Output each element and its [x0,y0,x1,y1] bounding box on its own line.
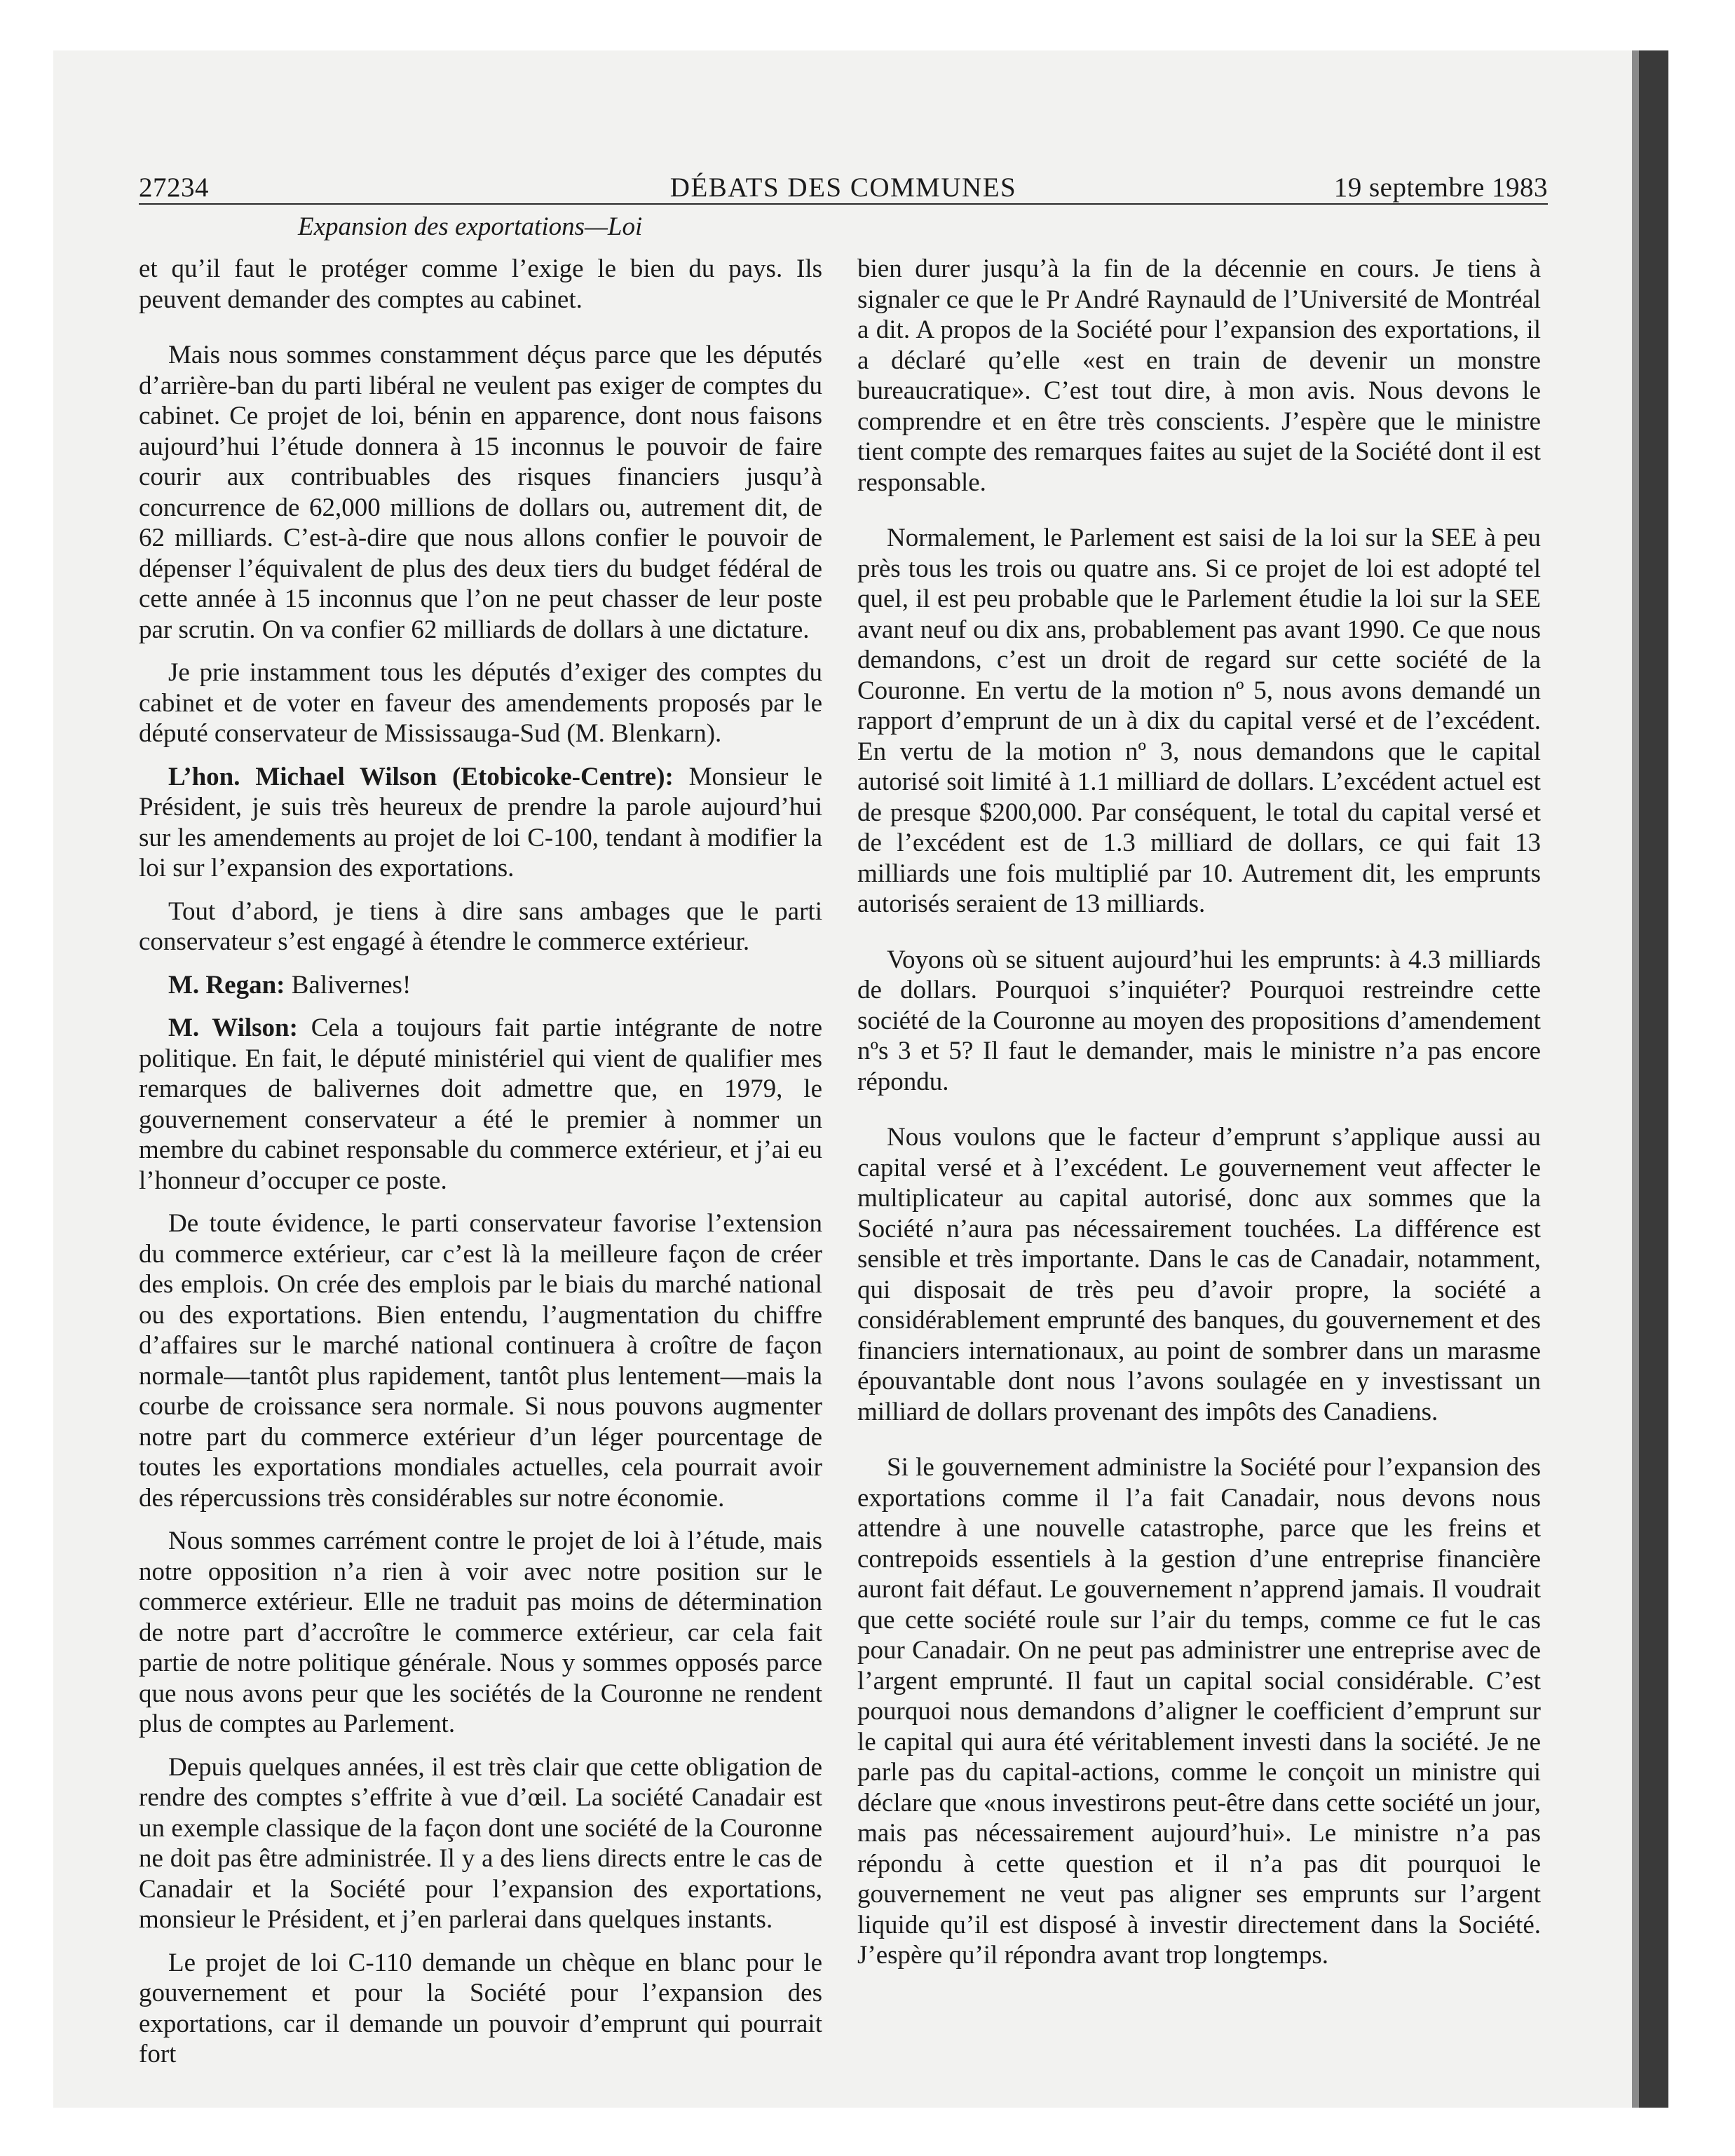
speech-paragraph: L’hon. Michael Wilson (Etobicoke-Centre): Monsieur le Président, je suis très heureux de prendre la parole aujourd’hui sur les amendements au projet de loi C-100, tendant à modifier la loi sur l’expansion des exportations. [139,762,822,882]
header-rule [139,203,1548,205]
paragraph: Depuis quelques années, il est très clair que cette obligation de rendre des comptes s’effrite à vue d’œil. La société Canadair est un exemple classique de la façon dont une société de la Couronne ne doit pas être administrée. Il y a des liens directs entre le cas de Canadair et la Société pour l’expansion des exportations, monsieur le Président, et j’en parlerai dans quelques instants. [139,1752,822,1934]
publication-title: DÉBATS DES COMMUNES [669,172,1017,203]
paragraph: Je prie instamment tous les députés d’exiger des comptes du cabinet et de voter en faveur des amendements proposés par le député conservateur de Mississauga-Sud (M. Blenkarn). [139,658,822,748]
paragraph: Voyons où se situent aujourd’hui les emprunts: à 4.3 milliards de dollars. Pourquoi s’inquiéter? Pourquoi restreindre cette société de la Couronne au moyen des propositions d’amendement nºs 3 et 5? Il faut le demander, mais le ministre n’a pas encore répondu. [857,945,1541,1096]
speaker-name: M. Wilson: [168,1014,298,1042]
paragraph: bien durer jusqu’à la fin de la décennie en cours. Je tiens à signaler ce que le Pr André Raynauld de l’Université de Montréal a dit. A propos de la Société pour l’expansion des exportations, il a déclaré qu’elle «est en train de devenir un monstre bureaucratique». C’est tout dire, à mon avis. Nous devons le comprendre et en être très conscients. J’espère que le ministre tient compte des remarques faites au sujet de la Société dont il est responsable. [857,254,1541,497]
left-column [139,254,822,2070]
paragraph: De toute évidence, le parti conservateur favorise l’extension du commerce extérieur, car c’est là la meilleure façon de créer des emplois. On crée des emplois par le biais du marché national ou des exportations. Bien entendu, l’augmentation du chiffre d’affaires sur le marché national continuera à croître de façon normale—tantôt plus rapidement, tantôt plus lentement—mais la courbe de croissance sera normale. Si nous pouvons augmenter notre part du commerce extérieur d’un léger pourcentage de toutes les exportations mondiales actuelles, cela pourrait avoir des répercussions très considérables sur notre économie. [139,1209,822,1513]
binding-edge [1632,50,1639,2108]
page-header [139,165,1548,207]
speech-paragraph: M. Regan: Balivernes! [168,970,411,999]
paragraph: Si le gouvernement administre la Société pour l’expansion des exportations comme il l’a fait Canadair, nous devons nous attendre à une nouvelle catastrophe, parce que les freins et contrepoids essentiels à la gestion d’une entreprise financière auront fait défaut. Le gouvernement n’apprend jamais. Il voudrait que cette société roule sur l’air du temps, comme ce fut le cas pour Canadair. On ne peut pas administrer une entreprise avec de l’argent emprunté. Il faut un capital social considérable. C’est pourquoi nous demandons d’aligner le coefficient d’emprunt sur le capital qui aura été véritablement investi dans la société. Je ne parle pas du capital-actions, comme le conçoit un ministre qui déclare que «nous investirons peut-être dans cette société un jour, mais pas nécessairement aujourd’hui». Le ministre n’a pas répondu à cette question et il n’a pas dit pourquoi le gouvernement ne veut pas aligner ses emprunts sur l’argent liquide qu’il est disposé à investir directement dans la Société. J’espère qu’il répondra avant trop longtemps. [857,1453,1541,1970]
paragraph: Tout d’abord, je tiens à dire sans ambages que le parti conservateur s’est engagé à étendre le commerce extérieur. [139,896,822,956]
speech-paragraph: M. Wilson: Cela a toujours fait partie intégrante de notre politique. En fait, le député ministériel qui vient de qualifier mes remarques de balivernes doit admettre que, en 1979, le gouvernement conservateur a été le premier à nommer un membre du cabinet responsable du commerce extérieur, et j’ai eu l’honneur d’occuper ce poste. [139,1014,822,1195]
paragraph: et qu’il faut le protéger comme l’exige le bien du pays. Ils peuvent demander des comptes au cabinet. [139,254,822,314]
section-subheading: Expansion des exportations—Loi [298,212,643,241]
paragraph: Mais nous sommes constamment déçus parce que les députés d’arrière-ban du parti libéral ne veulent pas exiger de comptes du cabinet. Ce projet de loi, bénin en apparence, dont nous faisons aujourd’hui l’étude donnera à 15 inconnus le pouvoir de faire courir aux contribuables des risques financiers jusqu’à concurrence de 62,000 millions de dollars ou, autrement dit, de 62 milliards. C’est-à-dire que nous allons confier le pouvoir de dépenser l’équivalent de plus des deux tiers du budget fédéral de cette année à 15 inconnus que l’on ne peut chasser de leur poste par scrutin. On va confier 62 milliards de dollars à une dictature. [139,341,822,644]
paragraph: Nous voulons que le facteur d’emprunt s’applique aussi au capital versé et à l’excédent. Le gouvernement veut affecter le multiplicateur au capital autorisé, donc aux sommes que la Société n’aura pas nécessairement touchées. La différence est sensible et très importante. Dans le cas de Canadair, notamment, qui disposait de très peu d’avoir propre, la société a considérablement emprunté des banques, du gouvernement et des financiers internationaux, au point de sombrer dans un marasme épouvantable dont nous l’avons soulagée en y investissant un milliard de dollars provenant des impôts des Canadiens. [857,1123,1541,1426]
binding-spine [1639,50,1668,2108]
speaker-name: M. Regan: [168,970,285,999]
paragraph: Le projet de loi C-110 demande un chèque en blanc pour le gouvernement et pour la Société pour l’expansion des exportations, car il demande un pouvoir d’emprunt qui pourrait fort [139,1948,822,2068]
paragraph: Nous sommes carrément contre le projet de loi à l’étude, mais notre opposition n’a rien à voir avec notre position sur le commerce extérieur. Elle ne traduit pas moins de détermination de notre part d’accroître le commerce extérieur, car cela fait partie de notre politique générale. Nous y sommes opposés parce que nous avons peur que les sociétés de la Couronne ne rendent plus de comptes au Parlement. [139,1527,822,1738]
right-column [857,254,1541,1971]
publication-date: 19 septembre 1983 [1333,172,1548,203]
speaker-name: L’hon. Michael Wilson (Etobicoke-Centre): [168,762,674,791]
paragraph: Normalement, le Parlement est saisi de la loi sur la SEE à peu près tous les trois ou quatre ans. Si ce projet de loi est adopté tel quel, il est peu probable que le Parlement étudie la loi sur la SEE avant neuf ou dix ans, probablement pas avant 1990. Ce que nous demandons, c’est un droit de regard sur cette société de la Couronne. En vertu de la motion nº 5, nous avons demandé un rapport d’emprunt de un à dix du capital versé et de l’excédent. En vertu de la motion nº 3, nous demandons que le capital autorisé soit limité à 1.1 milliard de dollars. L’excédent actuel est de presque $200,000. Par conséquent, le total du capital versé et de l’excédent est de 1.3 milliard de dollars, ce qui fait 13 milliards une fois multiplié par 10. Autrement dit, les emprunts autorisés seraient de 13 milliards. [857,524,1541,918]
page-number: 27234 [139,172,209,203]
